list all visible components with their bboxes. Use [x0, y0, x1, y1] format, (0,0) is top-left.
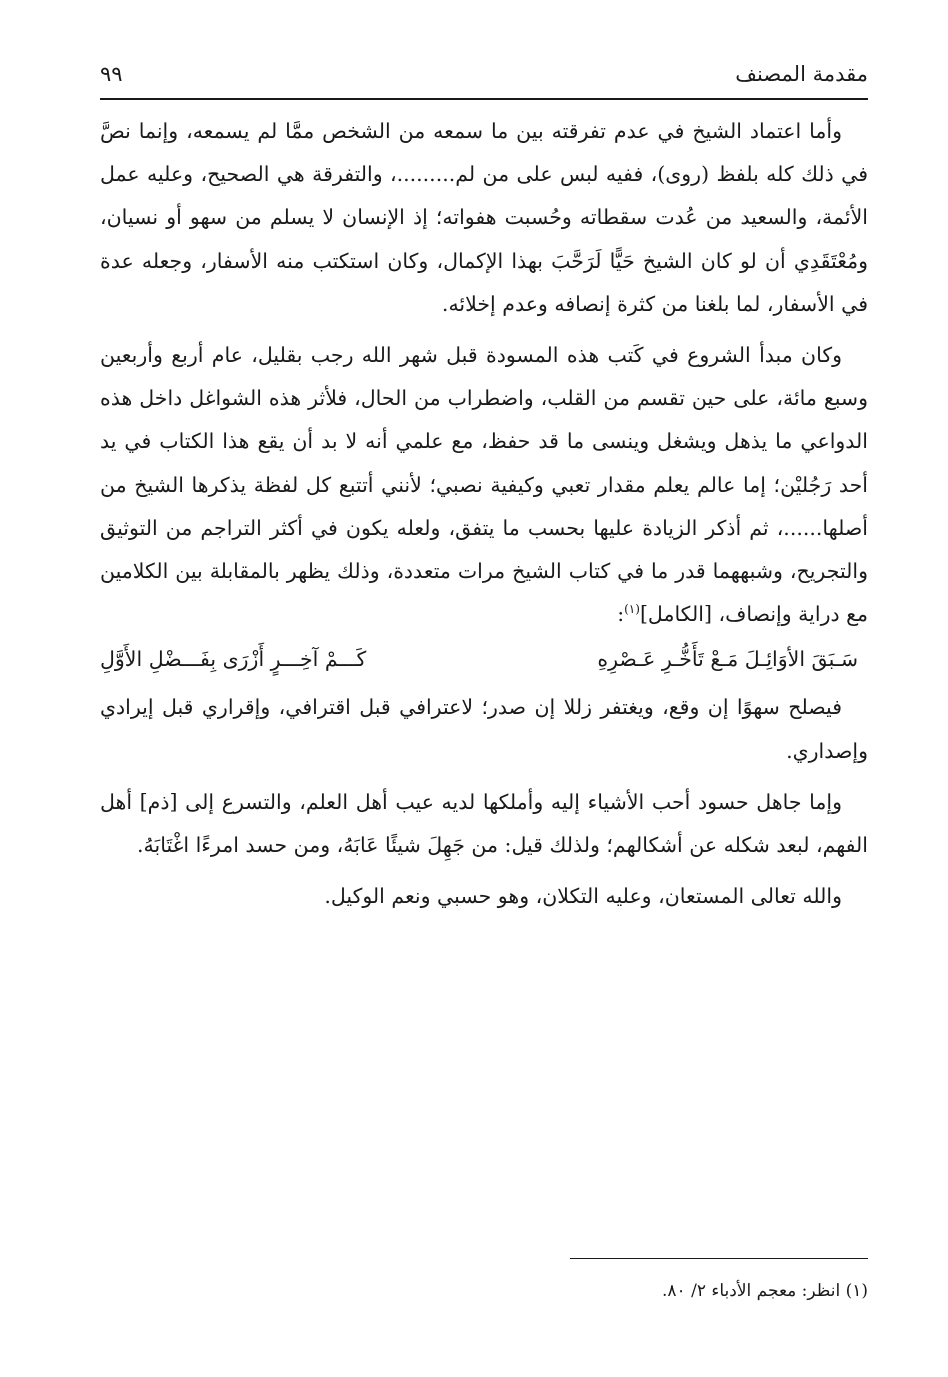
paragraph-3: فيصلح سهوًا إن وقع، ويغتفر زللا إن صدر؛ لاعترافي قبل اقترافي، وإقراري قبل إيرادي وإصداري. [100, 695, 868, 763]
paragraph-2-end: : [617, 602, 625, 627]
paragraph-4: وإما جاهل حسود أحب الأشياء إليه وأملكها لديه عيب أهل العلم، والتسرع إلى [ذم] أهل الفهم، لبعد شكله عن أشكالهم؛ ولذلك قيل: من جَهِلَ شيئًا عَابَهُ، ومن حسد امرءًا اغْتَابَهُ. [100, 789, 868, 858]
footnote: (١) انظر: معجم الأدباء ٢/ ٨٠. [662, 1281, 868, 1301]
header-rule [100, 98, 868, 100]
main-text [100, 110, 868, 918]
verse-second-hemistich: كَـــمْ آخِـــرٍ أَزْرَى بِفَـــضْلِ الأَوَّلِ [100, 647, 367, 672]
paragraph-2 [100, 334, 868, 636]
paragraph-2-text: وكان مبدأ الشروع في كَتب هذه المسودة قبل شهر الله رجب بقليل، عام أربع وأربعين وسبع مائة، على حين تقسم من القلب، واضطراب من الحال، فلأثر هذه الشواغل داخل هذه الدواعي ما يذهل ويشغل وينسى ما قد حفظ، مع علمي أنه لا بد أن يقع هذا الكتاب في يد أحد رَجُليْن؛ إما عالم يعلم مقدار تعبي وكيفية نصبي؛ لأنني أتتبع كل لفظة يذكرها الشيخ من أصلها......، ثم أذكر الزيادة عليها بحسب ما يتفق، ولعله يكون في أكثر التراجم من التوثيق والتجريح، وشبههما قدر ما في كتاب الشيخ مرات متعددة، وذلك يظهر بالمقابلة بين الكلامين مع دراية وإنصاف، [الكامل] [100, 343, 868, 627]
page-number: ٩٩ [100, 62, 123, 86]
footnote-marker[interactable]: (١) [624, 602, 640, 617]
paragraph-1: وأما اعتماد الشيخ في عدم تفرقته بين ما سمعه من الشخص ممَّا لم يسمعه، وإنما نصَّ في ذلك كله بلفظ (روى)، ففيه لبس على من لم.........، والتفرقة هي الصحيح، وعليه عمل الأئمة، والسعيد من عُدت سقطاته وحُسبت هفواته؛ إذ الإنسان لا يسلم من سهو أو نسيان، ومُعْتَقَدِي أن لو كان الشيخ حَيًّا لَرَحَّبَ بهذا الإكمال، وكان استكتب منه الأسفار، وجعله عدة في الأسفار، لما بلغنا من كثرة إنصافه وعدم إخلائه. [100, 119, 868, 316]
verse-first-hemistich: سَـبَقَ الأوَائِـلَ مَـعْ تَأَخُّـرِ عَـصْرِهِ [597, 647, 858, 672]
running-title: مقدمة المصنف [735, 62, 868, 86]
footnote-rule [570, 1258, 868, 1259]
poetry-verse [100, 638, 868, 682]
running-head [100, 58, 868, 98]
paragraph-5: والله تعالى المستعان، وعليه التكلان، وهو حسبي ونعم الوكيل. [324, 884, 842, 909]
